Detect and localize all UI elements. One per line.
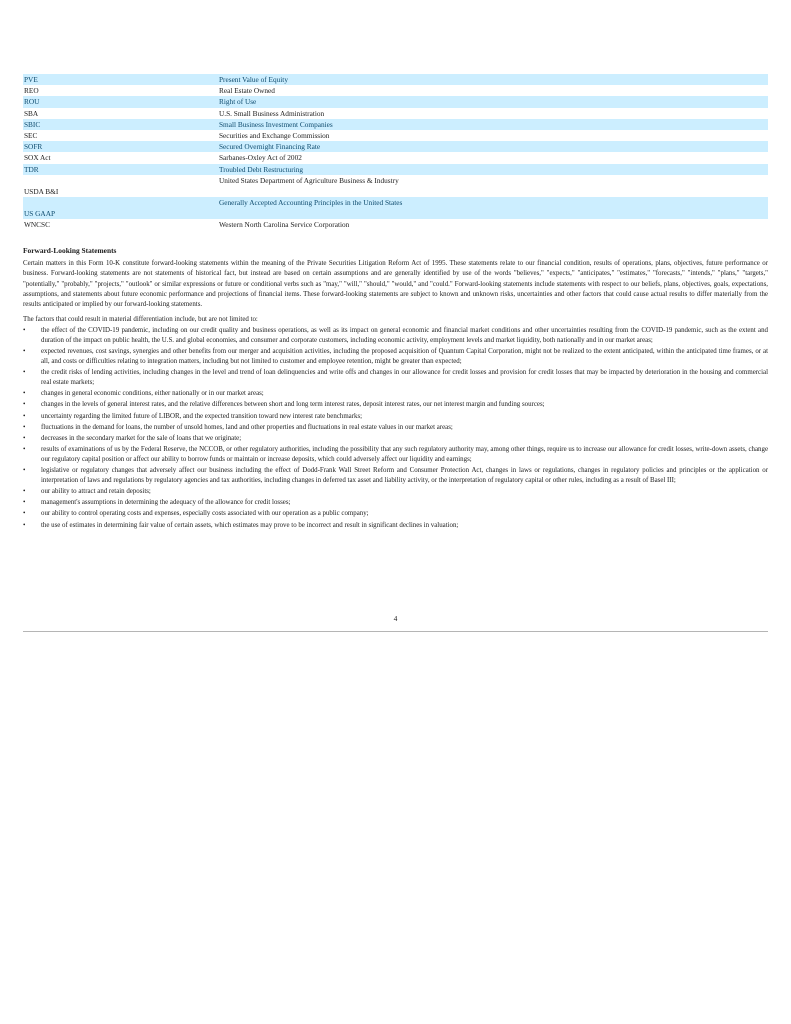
bullet-icon: •: [23, 369, 26, 377]
abbreviation-definition: Real Estate Owned: [219, 86, 275, 96]
factor-text: our ability to control operating costs and expenses, especially costs associated with our operation as a public company;: [41, 510, 369, 518]
list-item: [23, 412, 768, 422]
list-item: [23, 400, 768, 410]
list-item: [23, 368, 768, 388]
abbreviation-term: PVE: [23, 74, 218, 85]
page-number: 4: [393, 614, 398, 623]
factor-text: legislative or regulatory changes that adversely affect our business including the effect of Dodd-Frank Wall Street Reform and Consumer Protection Act, changes in laws or regulations, changes in regulatory policies and principles or the application or interpretation of laws and regulations by regulatory agencies and tax authorities, including changes in deferred tax asset and liability activity, or the interpretation of regulatory capital or other rules, including as a result of Basel III;: [41, 467, 768, 485]
factor-text: fluctuations in the demand for loans, the number of unsold homes, land and other properties and fluctuations in real estate values in our market areas;: [41, 423, 453, 431]
bullet-icon: •: [23, 401, 26, 409]
abbreviation-definition: Small Business Investment Companies: [218, 119, 768, 130]
bullet-icon: •: [23, 510, 26, 518]
factor-text: the effect of the COVID-19 pandemic, including on our credit quality and business operations, as well as its impact on general economic and financial market conditions and other uncertainties resulting from the COVID-19 pandemic, such as the extent and duration of the impact on public health, the U.S. and global economies, and consumer and corporate customers, including economic activity, employment levels and market liquidity, both nationally and in our market areas;: [41, 326, 768, 344]
factor-text: the credit risks of lending activities, including changes in the level and trend of loan delinquencies and write offs and changes in our allowance for credit losses and provision for credit losses that may be impacted by deterioration in the housing and commercial real estate markets;: [41, 369, 768, 387]
factor-text: decreases in the secondary market for the sale of loans that we originate;: [41, 434, 242, 442]
abbreviation-row: [23, 175, 768, 197]
factor-text: expected revenues, cost savings, synergies and other benefits from our merger and acquisition activities, including the proposed acquisition of Quantum Capital Corporation, might not be realized to the extent anticipated, within the anticipated time frames, or at all, and costs or difficulties relating to integration matters, including but not limited to customer and employee retention, might be greater than expected;: [41, 348, 768, 366]
bullet-icon: •: [23, 521, 26, 529]
abbreviation-definition: Present Value of Equity: [218, 74, 768, 85]
abbreviation-term: WNCSC: [24, 219, 50, 229]
abbreviation-term: USDA B&I: [24, 186, 59, 196]
bullet-icon: •: [23, 348, 26, 355]
factor-text: results of examinations of us by the Federal Reserve, the NCCOB, or other regulatory authorities, including the possibility that any such regulatory authority may, among other things, require us to increase our allowance for credit losses, write-down assets, change our regulatory capital position or affect our ability to borrow funds or maintain or increase deposits, which could adversely affect our liquidity and earnings;: [41, 445, 768, 463]
footer-divider: [23, 631, 768, 632]
bullet-icon: •: [23, 423, 26, 431]
abbreviation-definition: Western North Carolina Service Corporation: [219, 219, 350, 229]
bullet-icon: •: [23, 390, 26, 398]
list-item: [23, 389, 768, 399]
abbreviation-definition: Generally Accepted Accounting Principles in the United States: [218, 197, 768, 219]
abbreviation-row: [23, 119, 768, 130]
document-page: [23, 74, 768, 532]
abbreviation-term: SBIC: [23, 119, 218, 130]
page-footer: [23, 614, 768, 632]
abbreviation-definition: United States Department of Agriculture Business & Industry: [219, 175, 399, 185]
list-item: [23, 347, 768, 367]
abbreviation-definition: Right of Use: [218, 96, 768, 107]
list-item: [23, 521, 768, 531]
abbreviation-term: TDR: [23, 164, 218, 175]
abbreviation-definition: U.S. Small Business Administration: [219, 108, 325, 118]
abbreviation-term: US GAAP: [23, 197, 218, 219]
bullet-icon: •: [23, 412, 26, 420]
abbreviation-row: [23, 85, 768, 96]
forward-looking-paragraph: Certain matters in this Form 10-K constitute forward-looking statements within the meaning of the Private Securities Litigation Reform Act of 1995. These statements relate to our financial condition, results of operations, plans, objectives, future performance or business. Forward-looking statements are not statements of historical fact, but instead are based on certain assumptions and are generally identified by use of the words "believes," "expects," "anticipates," "estimates," "forecasts," "intends," "plans," "targets," "potentially," "probably," "projects," "outlook" or similar expressions or future or conditional verbs such as "may," "will," "should," "would," and "could." Forward-looking statements include statements with respect to our beliefs, plans, objectives, goals, expectations, assumptions, and statements about future economic performance and projections of financial items. These forward-looking statements are subject to known and unknown risks, uncertainties and other factors that could cause actual results to differ materially from the results anticipated or implied by our forward-looking statements.: [23, 260, 768, 309]
list-item: [23, 466, 768, 486]
factors-list: [23, 326, 768, 531]
factor-text: uncertainty regarding the limited future of LIBOR, and the expected transition toward new interest rate benchmarks;: [41, 412, 363, 420]
abbreviation-row: [23, 130, 768, 141]
abbreviation-term: SBA: [24, 108, 39, 118]
bullet-icon: •: [23, 467, 26, 475]
factor-text: the use of estimates in determining fair value of certain assets, which estimates may prove to be incorrect and result in significant declines in valuation;: [41, 521, 459, 529]
bullet-icon: •: [23, 326, 26, 334]
factor-text: our ability to attract and retain deposits;: [41, 488, 151, 496]
abbreviation-term: ROU: [23, 96, 218, 107]
factor-text: changes in general economic conditions, either nationally or in our market areas;: [41, 390, 264, 398]
abbreviation-row: [23, 197, 768, 219]
factor-text: changes in the levels of general interest rates, and the relative differences between short and long term interest rates, deposit interest rates, our net interest margin and funding sources;: [41, 401, 545, 409]
abbreviation-row: [23, 164, 768, 175]
abbreviation-definition: Sarbanes-Oxley Act of 2002: [219, 153, 302, 163]
section-heading: Forward-Looking Statements: [23, 246, 117, 256]
bullet-icon: •: [23, 434, 26, 442]
bullet-icon: •: [23, 488, 26, 496]
bullet-icon: •: [23, 445, 26, 453]
abbreviation-definition: Troubled Debt Restructuring: [218, 164, 768, 175]
bullet-icon: •: [23, 499, 26, 507]
list-item: [23, 445, 768, 465]
factor-text: management's assumptions in determining the adequacy of the allowance for credit losses;: [41, 499, 291, 507]
list-item: [23, 423, 768, 433]
abbreviation-term: SOX Act: [24, 153, 51, 163]
abbreviation-term: SEC: [24, 131, 38, 141]
abbreviation-row: [23, 108, 768, 119]
abbreviation-term: REO: [24, 86, 39, 96]
abbreviation-row: [23, 74, 768, 85]
abbreviation-definition: Secured Overnight Financing Rate: [218, 141, 768, 152]
abbreviations-table: [23, 74, 768, 230]
list-item: [23, 487, 768, 497]
list-item: [23, 434, 768, 444]
abbreviation-term: SOFR: [23, 141, 218, 152]
list-item: [23, 326, 768, 346]
abbreviation-row: [23, 141, 768, 152]
abbreviation-row: [23, 219, 768, 230]
factors-intro: The factors that could result in material differentiation include, but are not limited to:: [23, 315, 258, 323]
list-item: [23, 498, 768, 508]
abbreviation-row: [23, 152, 768, 163]
abbreviation-definition: Securities and Exchange Commission: [219, 131, 330, 141]
list-item: [23, 509, 768, 519]
abbreviation-row: [23, 96, 768, 107]
